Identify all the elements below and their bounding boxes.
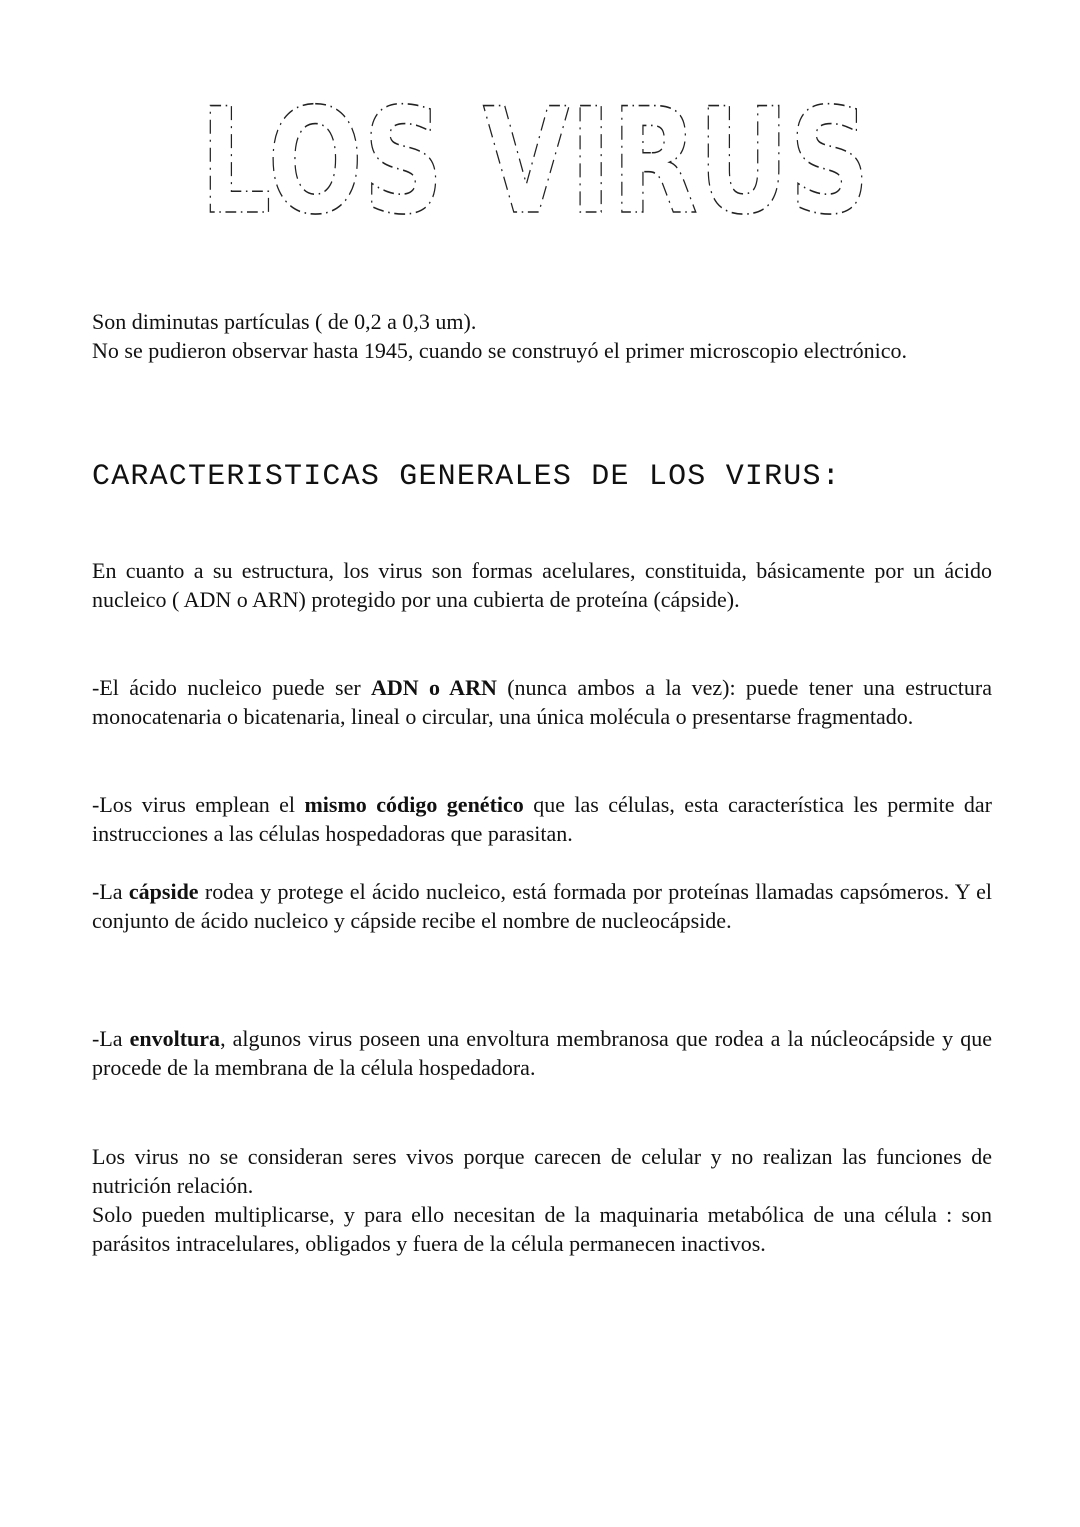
- conclusion-section: [92, 1142, 992, 1258]
- capside-text-end: rodea y protege el ácido nucleico, está formada por proteínas llamadas capsómeros. Y el conjunto de ácido nucleico y cápside recibe el nombre de nucleocápside.: [92, 879, 992, 933]
- capside-text-start: -La: [92, 879, 129, 904]
- intro-section: [92, 307, 992, 365]
- envoltura-bold-term: envoltura: [129, 1026, 221, 1051]
- intro-line-size: Son diminutas partículas ( de 0,2 a 0,3 um).: [92, 309, 477, 334]
- structure-text: En cuanto a su estructura, los virus son formas acelulares, constituida, básicamente por un ácido nucleico ( ADN o ARN) protegido por una cubierta de proteína (cápside).: [92, 558, 992, 612]
- acid-paragraph: [92, 673, 992, 731]
- acid-text-end: (nunca ambos a la vez): puede tener una estructura monocatenaria o bicatenaria, lineal o circular, una única molécula o presentarse fragmentado.: [92, 675, 992, 729]
- section-heading: CARACTERISTICAS GENERALES DE LOS VIRUS:: [92, 460, 841, 494]
- code-text: [92, 790, 992, 848]
- acid-bold-term: ADN o ARN: [371, 675, 497, 700]
- envoltura-text-start: -La: [92, 1026, 130, 1051]
- capside-bold-term: cápside: [128, 879, 199, 904]
- acid-text: [92, 673, 992, 731]
- envoltura-text: [92, 1024, 992, 1082]
- code-bold-term: mismo código genético: [304, 792, 524, 817]
- title-wordart: [190, 77, 880, 247]
- capside-paragraph: [92, 877, 992, 935]
- code-text-end: que las células, esta característica les permite dar instrucciones a las células hospedadoras que parasitan.: [92, 792, 992, 846]
- acid-text-start: -El ácido nucleico puede ser: [92, 675, 372, 700]
- envoltura-paragraph: [92, 1024, 992, 1082]
- code-paragraph: [92, 790, 992, 848]
- conclusion-not-living: Los virus no se consideran seres vivos porque carecen de celular y no realizan las funciones de nutrición relación.: [92, 1144, 992, 1198]
- structure-paragraph: [92, 556, 992, 614]
- intro-line-microscope: No se pudieron observar hasta 1945, cuando se construyó el primer microscopio electrónico.: [92, 338, 907, 363]
- envoltura-text-end: , algunos virus poseen una envoltura membranosa que rodea a la núcleocápside y que procede de la membrana de la célula hospedadora.: [92, 1026, 992, 1080]
- page-title: LOS VIRUS: [200, 77, 870, 247]
- capside-text: [92, 877, 992, 935]
- code-text-start: -Los virus emplean el: [92, 792, 305, 817]
- conclusion-parasites: Solo pueden multiplicarse, y para ello necesitan de la maquinaria metabólica de una célula : son parásitos intracelulares, obligados y fuera de la célula permanecen inactivos.: [92, 1202, 992, 1256]
